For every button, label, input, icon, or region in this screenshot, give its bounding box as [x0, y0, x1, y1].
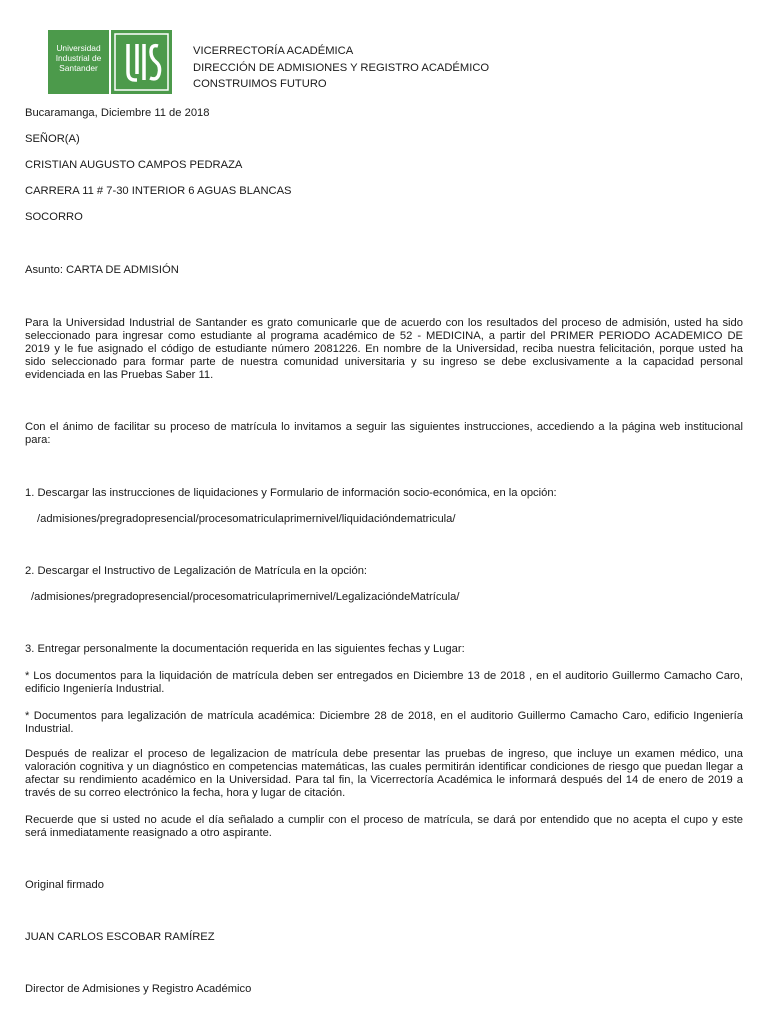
step-2: 2. Descargar el Instructivo de Legalización de Matrícula en la opción: — [25, 565, 368, 577]
signature-note: Original firmado — [25, 879, 104, 891]
recipient-city: SOCORRO — [25, 211, 83, 223]
admission-paragraph — [25, 317, 743, 382]
paragraph-line: Recuerde que si usted no acude el día señalado a cumplir con el proceso de matrícula, se dará por entendido que no acepta el cupo y este — [25, 814, 743, 826]
signer-name: JUAN CARLOS ESCOBAR RAMÍREZ — [25, 931, 215, 943]
paragraph-line: sido seleccionado para formar parte de nuestra comunidad universitaria y su ingreso se debe exclusivamente a la capacidad personal — [25, 356, 743, 368]
paragraph-line: para: — [25, 434, 51, 446]
paragraph-line: valoración cognitiva y un diagnóstico en competencias matemáticas, las cuales permitirán identificar condiciones de riesgo que puedan llegar a — [25, 761, 743, 773]
header-line-1: VICERRECTORÍA ACADÉMICA — [193, 45, 354, 57]
recipient-address: CARRERA 11 # 7-30 INTERIOR 6 AGUAS BLANCAS — [25, 185, 292, 197]
subject: Asunto: CARTA DE ADMISIÓN — [25, 264, 179, 276]
header-line-2: DIRECCIÓN DE ADMISIONES Y REGISTRO ACADÉMICO — [193, 61, 490, 74]
salutation: SEÑOR(A) — [25, 133, 80, 145]
reminder-paragraph — [25, 814, 743, 840]
paragraph-line: será inmediatamente reasignado a otro aspirante. — [25, 827, 272, 839]
paragraph-line: través de su correo electrónico la fecha, hora y lugar de citación. — [25, 787, 346, 799]
instructions-intro — [25, 421, 743, 447]
paragraph-line: Para la Universidad Industrial de Santander es grato comunicarle que de acuerdo con los resultados del proceso de admisión, usted ha sido — [25, 317, 743, 329]
entry-tests-paragraph — [25, 748, 743, 800]
letterhead — [193, 45, 489, 95]
header-line-3: CONSTRUIMOS FUTURO — [193, 78, 327, 91]
paragraph-line: Con el ánimo de facilitar su proceso de matrícula lo invitamos a seguir las siguientes instrucciones, accediendo a la página web institucional — [25, 421, 743, 433]
university-logo — [48, 30, 172, 94]
logo-line-1: Universidad — [56, 43, 101, 53]
logo-wordmark — [48, 30, 109, 94]
paragraph-line: * Documentos para legalización de matrícula académica: Diciembre 28 de 2018, en el auditorio Guillermo Camacho Caro, edificio Ingeniería — [25, 710, 743, 722]
paragraph-line: * Los documentos para la liquidación de matrícula deben ser entregados en Diciembre 13 de 2018 , en el auditorio Guillermo Camacho Caro, — [25, 670, 743, 682]
paragraph-line: Industrial. — [25, 723, 74, 735]
paragraph-line: Después de realizar el proceso de legalizacion de matrícula debe presentar las pruebas de ingreso, que incluye un examen médico, una — [25, 748, 743, 760]
recipient-name: CRISTIAN AUGUSTO CAMPOS PEDRAZA — [25, 159, 243, 171]
step-2-path: /admisiones/pregradopresencial/procesomatriculaprimernivel/LegalizacióndeMatrícula/ — [31, 591, 460, 603]
paragraph-line: edificio Ingeniería Industrial. — [25, 683, 165, 695]
bullet-legalizacion — [25, 710, 743, 736]
paragraph-line: 2019 y le fue asignado el código de estudiante número 2081226. En nombre de la Universidad, reciba nuestra felicitación, porque usted ha — [25, 343, 743, 355]
step-3: 3. Entregar personalmente la documentación requerida en las siguientes fechas y Lugar: — [25, 643, 465, 655]
paragraph-line: seleccionado para ingresar como estudiante al programa académico de 52 - MEDICINA, a partir del PRIMER PERIODO ACADEMICO DE — [25, 330, 743, 342]
uis-monogram-icon — [111, 30, 172, 94]
step-1-path: /admisiones/pregradopresencial/procesomatriculaprimernivel/liquidacióndematricula/ — [37, 513, 456, 525]
paragraph-line: evidenciada en las Pruebas Saber 11. — [25, 369, 214, 381]
bullet-liquidacion — [25, 670, 743, 696]
place-date: Bucaramanga, Diciembre 11 de 2018 — [25, 107, 210, 119]
step-1: 1. Descargar las instrucciones de liquidaciones y Formulario de información socio-económica, en la opción: — [25, 487, 557, 499]
logo-line-3: Santander — [59, 63, 98, 73]
paragraph-line: afectar su rendimiento académico en la Universidad. Para tal fin, la Vicerrectoría Académica le informará después del 14 de enero de 2019 a — [25, 774, 743, 786]
signer-title: Director de Admisiones y Registro Académico — [25, 983, 252, 995]
logo-line-2: Industrial de — [55, 53, 102, 63]
